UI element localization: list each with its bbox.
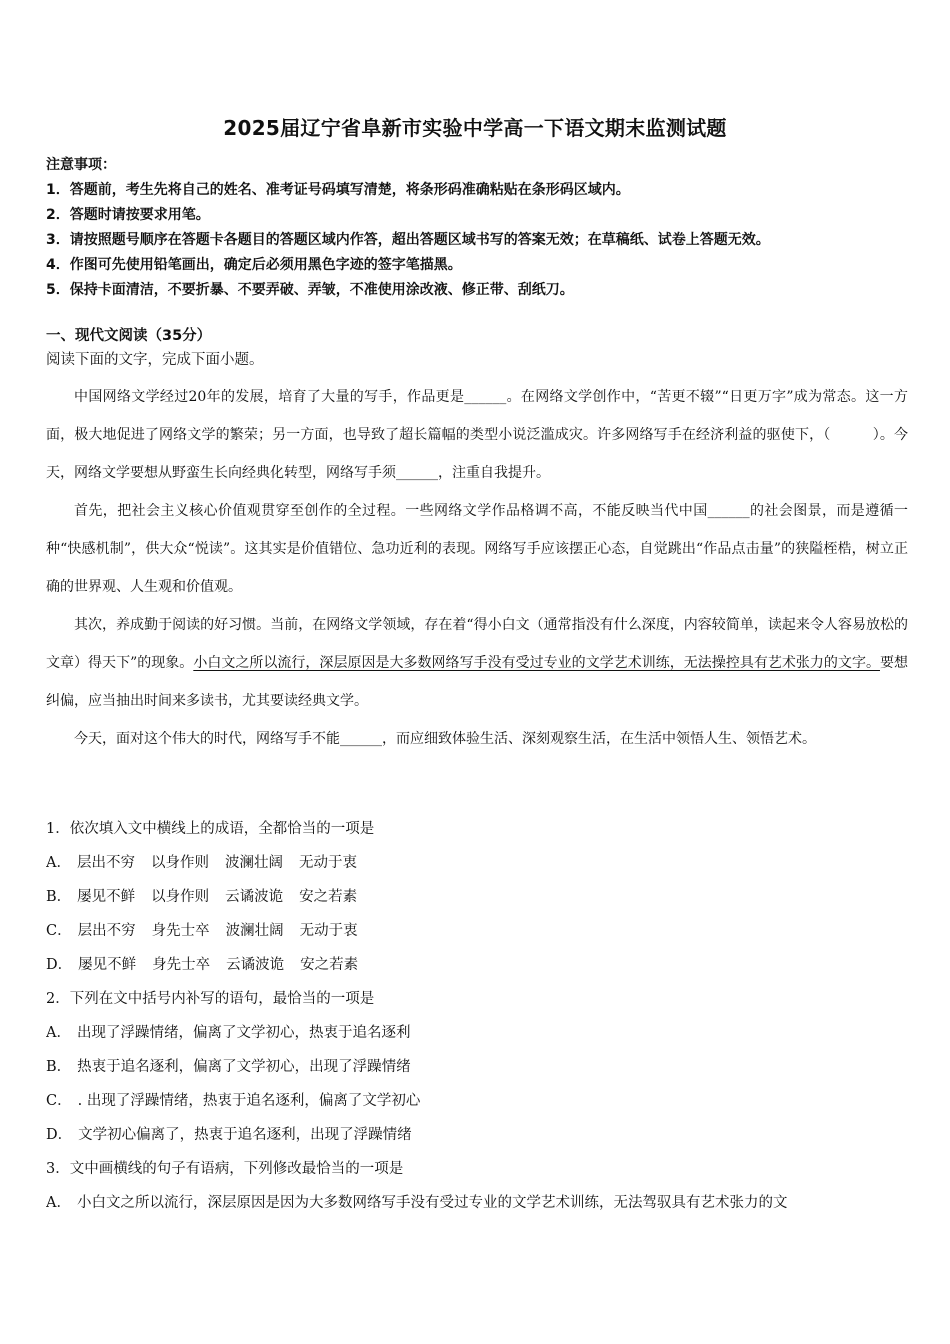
option-word: 以身作则 bbox=[151, 889, 210, 905]
question-2-option-d bbox=[46, 1118, 908, 1152]
option-word: 波澜壮阔 bbox=[225, 923, 284, 939]
option-label: C． bbox=[46, 923, 72, 939]
question-2-option-a bbox=[46, 1016, 908, 1050]
note-item: 2．答题时请按要求用笔。 bbox=[46, 207, 210, 223]
option-word: 屡见不鲜 bbox=[78, 957, 137, 973]
question-2-option-c bbox=[46, 1084, 908, 1118]
passage-paragraph: 首先，把社会主义核心价值观贯穿至创作的全过程。一些网络文学作品格调不高，不能反映当代中国______的社会图景，而是遵循一种“快感机制”，供大众“悦读”。这其实是价值错位、急功近利的表现。网络写手应该摆正心态，自觉跳出“作品点击量”的狭隘桎梏，树立正确的世界观、人生观和价值观。 bbox=[46, 503, 908, 595]
note-item: 1．答题前，考生先将自己的姓名、准考证号码填写清楚，将条形码准确粘贴在条形码区域内。 bbox=[46, 182, 630, 198]
question-2-stem: 2．下列在文中括号内补写的语句，最恰当的一项是 bbox=[46, 991, 375, 1007]
question-1-option-d bbox=[46, 948, 908, 982]
passage-text: 要想纠偏，应当抽出时间来多读书，尤其要读经典文学。 bbox=[46, 655, 908, 709]
question-3-stem: 3．文中画横线的句子有语病，下列修改最恰当的一项是 bbox=[46, 1161, 404, 1177]
note-item: 4．作图可先使用铅笔画出，确定后必须用黑色字迹的签字笔描黑。 bbox=[46, 257, 462, 273]
page-title: 2025届辽宁省阜新市实验中学高一下语文期末监测试题 bbox=[223, 116, 727, 140]
note-item: 5．保持卡面清洁，不要折暴、不要弄破、弄皱，不准使用涂改液、修正带、刮纸刀。 bbox=[46, 282, 574, 298]
questions-section bbox=[46, 812, 908, 1220]
option-text: . 出现了浮躁情绪，热衷于追名逐利，偏离了文学初心 bbox=[77, 1093, 421, 1109]
option-label: B． bbox=[46, 889, 72, 905]
option-word: 安之若素 bbox=[299, 889, 358, 905]
option-word: 无动于衷 bbox=[299, 923, 358, 939]
option-word: 身先士卒 bbox=[152, 957, 211, 973]
notes-heading: 注意事项： bbox=[46, 157, 116, 173]
passage-paragraph bbox=[46, 606, 908, 720]
underlined-sentence: 小白文之所以流行，深层原因是大多数网络写手没有受过专业的文学艺术训练，无法操控具有艺术张力的文字。 bbox=[193, 655, 880, 671]
option-word: 云谲波诡 bbox=[225, 889, 284, 905]
option-text: 热衷于追名逐利，偏离了文学初心，出现了浮躁情绪 bbox=[77, 1059, 411, 1075]
option-word: 以身作则 bbox=[150, 855, 209, 871]
passage-text: 其次，养成勤于阅读的好习惯。当前，在网络文学领域，存在着“得小白文（通常指没有什么深度，内容较简单，读起来令人容易放松的文章）得天下”的现象。 bbox=[46, 617, 908, 671]
option-label: C． bbox=[46, 1093, 72, 1109]
section-heading: 一、现代文阅读（35分） bbox=[46, 328, 212, 344]
option-text: 出现了浮躁情绪，偏离了文学初心，热衷于追名逐利 bbox=[76, 1025, 411, 1041]
option-text: 小白文之所以流行，深层原因是因为大多数网络写手没有受过专业的文学艺术训练，无法驾驭具有艺术张力的文 bbox=[76, 1195, 788, 1211]
option-word: 层出不穷 bbox=[76, 855, 135, 871]
question-1-option-a bbox=[46, 846, 908, 880]
option-label: A． bbox=[46, 1195, 71, 1211]
passage-paragraph: 中国网络文学经过20年的发展，培育了大量的写手，作品更是______。在网络文学创作中，“苦更不辍”“日更万字”成为常态。这一方面，极大地促进了网络文学的繁荣；另一方面，也导致了超长篇幅的类型小说泛滥成灾。许多网络写手在经济利益的驱使下，（ ）。今天，网络文学要想从野蛮生长向经典化转型，网络写手须______，注重自我提升。 bbox=[46, 389, 908, 481]
section-intro: 阅读下面的文字，完成下面小题。 bbox=[46, 352, 264, 368]
question-1-option-c bbox=[46, 914, 908, 948]
question-3-option-a bbox=[46, 1186, 908, 1220]
option-label: D． bbox=[46, 1127, 73, 1143]
note-item: 3．请按照题号顺序在答题卡各题目的答题区域内作答，超出答题区域书写的答案无效；在草稿纸、试卷上答题无效。 bbox=[46, 232, 770, 248]
option-label: A． bbox=[46, 1025, 71, 1041]
question-1-option-b bbox=[46, 880, 908, 914]
option-word: 身先士卒 bbox=[151, 923, 210, 939]
option-label: A． bbox=[46, 855, 71, 871]
option-text: 文学初心偏离了，热衷于追名逐利，出现了浮躁情绪 bbox=[78, 1127, 412, 1143]
option-word: 无动于衷 bbox=[298, 855, 357, 871]
passage-paragraph: 今天，面对这个伟大的时代，网络写手不能______，而应细致体验生活、深刻观察生活，在生活中领悟人生、领悟艺术。 bbox=[74, 731, 816, 747]
option-word: 层出不穷 bbox=[77, 923, 136, 939]
option-word: 安之若素 bbox=[300, 957, 359, 973]
option-label: B． bbox=[46, 1059, 72, 1075]
option-word: 屡见不鲜 bbox=[77, 889, 136, 905]
question-1-stem: 1．依次填入文中横线上的成语，全都恰当的一项是 bbox=[46, 821, 375, 837]
reading-passage bbox=[46, 378, 908, 758]
notes-section bbox=[46, 153, 916, 303]
option-word: 波澜壮阔 bbox=[224, 855, 283, 871]
option-word: 云谲波诡 bbox=[226, 957, 285, 973]
question-2-option-b bbox=[46, 1050, 908, 1084]
option-label: D． bbox=[46, 957, 73, 973]
